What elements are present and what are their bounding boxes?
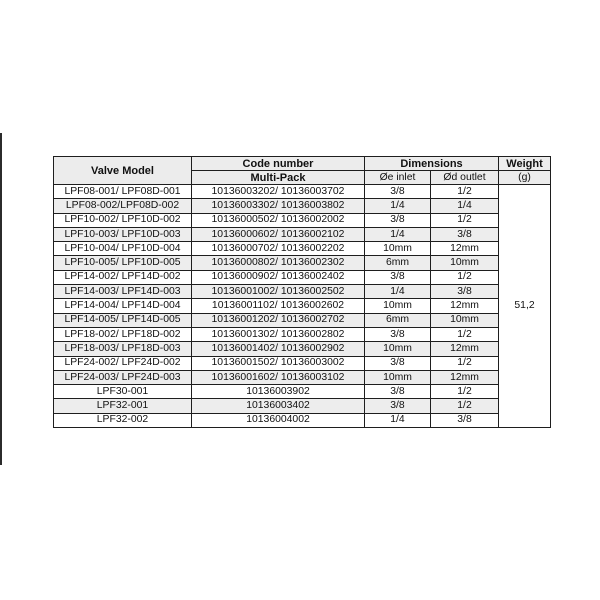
cell-inlet: 10mm: [365, 342, 431, 356]
cell-outlet: 12mm: [431, 299, 499, 313]
cell-valve-model: LPF18-002/ LPF18D-002: [54, 327, 192, 341]
table-row: [54, 385, 551, 399]
cell-valve-model: LPF10-004/ LPF10D-004: [54, 242, 192, 256]
cell-code-number: 10136003902: [192, 385, 365, 399]
cell-outlet: 1/2: [431, 356, 499, 370]
table-row: [54, 413, 551, 427]
cell-inlet: 3/8: [365, 213, 431, 227]
table-header: [54, 157, 551, 185]
cell-outlet: 1/2: [431, 327, 499, 341]
cell-outlet: 1/2: [431, 399, 499, 413]
table-row: [54, 285, 551, 299]
cell-inlet: 10mm: [365, 370, 431, 384]
cell-inlet: 3/8: [365, 270, 431, 284]
cell-outlet: 1/4: [431, 199, 499, 213]
table-row: [54, 342, 551, 356]
table-row: [54, 327, 551, 341]
header-outlet: Ød outlet: [431, 171, 499, 185]
cell-inlet: 1/4: [365, 227, 431, 241]
table-row: [54, 256, 551, 270]
header-valve-model: Valve Model: [54, 157, 192, 185]
cell-valve-model: LPF24-003/ LPF24D-003: [54, 370, 192, 384]
cell-valve-model: LPF10-003/ LPF10D-003: [54, 227, 192, 241]
cell-valve-model: LPF30-001: [54, 385, 192, 399]
cell-code-number: 10136000802/ 10136002302: [192, 256, 365, 270]
cell-code-number: 10136004002: [192, 413, 365, 427]
cell-valve-model: LPF24-002/ LPF24D-002: [54, 356, 192, 370]
cell-code-number: 10136003302/ 10136003802: [192, 199, 365, 213]
table-row: [54, 399, 551, 413]
cell-code-number: 10136000602/ 10136002102: [192, 227, 365, 241]
cell-valve-model: LPF14-002/ LPF14D-002: [54, 270, 192, 284]
cell-valve-model: LPF32-001: [54, 399, 192, 413]
cell-code-number: 10136000502/ 10136002002: [192, 213, 365, 227]
header-row-primary: [54, 157, 551, 171]
cell-outlet: 1/2: [431, 385, 499, 399]
cell-valve-model: LPF08-001/ LPF08D-001: [54, 185, 192, 199]
table-row: [54, 227, 551, 241]
cell-valve-model: LPF10-002/ LPF10D-002: [54, 213, 192, 227]
cell-valve-model: LPF10-005/ LPF10D-005: [54, 256, 192, 270]
header-code-number: Code number: [192, 157, 365, 171]
table-row: [54, 356, 551, 370]
cell-code-number: 10136000702/ 10136002202: [192, 242, 365, 256]
cell-code-number: 10136000902/ 10136002402: [192, 270, 365, 284]
cell-weight-value: 51,2: [499, 185, 551, 428]
table-row: [54, 313, 551, 327]
cell-code-number: 10136001502/ 10136003002: [192, 356, 365, 370]
valve-spec-table: [53, 156, 551, 428]
cell-inlet: 6mm: [365, 256, 431, 270]
cell-valve-model: LPF08-002/LPF08D-002: [54, 199, 192, 213]
cell-outlet: 10mm: [431, 313, 499, 327]
header-weight-unit: (g): [499, 171, 551, 185]
cell-outlet: 12mm: [431, 242, 499, 256]
cell-outlet: 3/8: [431, 413, 499, 427]
cell-valve-model: LPF18-003/ LPF18D-003: [54, 342, 192, 356]
cell-inlet: 3/8: [365, 327, 431, 341]
table-row: [54, 370, 551, 384]
cell-outlet: 1/2: [431, 213, 499, 227]
cell-inlet: 1/4: [365, 199, 431, 213]
cell-inlet: 3/8: [365, 399, 431, 413]
header-inlet: Øe inlet: [365, 171, 431, 185]
header-multi-pack: Multi-Pack: [192, 171, 365, 185]
table-row: [54, 199, 551, 213]
cell-inlet: 6mm: [365, 313, 431, 327]
cell-inlet: 10mm: [365, 242, 431, 256]
table-body: [54, 185, 551, 428]
cell-code-number: 10136001102/ 10136002602: [192, 299, 365, 313]
cell-inlet: 1/4: [365, 413, 431, 427]
cell-code-number: 10136001302/ 10136002802: [192, 327, 365, 341]
cell-inlet: 3/8: [365, 356, 431, 370]
table-row: [54, 242, 551, 256]
cell-inlet: 3/8: [365, 185, 431, 199]
header-dimensions: Dimensions: [365, 157, 499, 171]
cell-outlet: 10mm: [431, 256, 499, 270]
cell-inlet: 10mm: [365, 299, 431, 313]
cell-code-number: 10136003402: [192, 399, 365, 413]
header-weight: Weight: [499, 157, 551, 171]
table-row: [54, 270, 551, 284]
cell-inlet: 1/4: [365, 285, 431, 299]
cell-valve-model: LPF14-005/ LPF14D-005: [54, 313, 192, 327]
cell-valve-model: LPF32-002: [54, 413, 192, 427]
cell-outlet: 12mm: [431, 370, 499, 384]
cell-outlet: 12mm: [431, 342, 499, 356]
left-vertical-rule: [0, 133, 2, 465]
cell-code-number: 10136003202/ 10136003702: [192, 185, 365, 199]
cell-code-number: 10136001402/ 10136002902: [192, 342, 365, 356]
cell-code-number: 10136001002/ 10136002502: [192, 285, 365, 299]
table-row: [54, 299, 551, 313]
cell-inlet: 3/8: [365, 385, 431, 399]
cell-outlet: 3/8: [431, 227, 499, 241]
table-row: [54, 185, 551, 199]
cell-valve-model: LPF14-004/ LPF14D-004: [54, 299, 192, 313]
cell-outlet: 3/8: [431, 285, 499, 299]
cell-valve-model: LPF14-003/ LPF14D-003: [54, 285, 192, 299]
cell-code-number: 10136001602/ 10136003102: [192, 370, 365, 384]
cell-code-number: 10136001202/ 10136002702: [192, 313, 365, 327]
cell-outlet: 1/2: [431, 270, 499, 284]
cell-outlet: 1/2: [431, 185, 499, 199]
table-row: [54, 213, 551, 227]
